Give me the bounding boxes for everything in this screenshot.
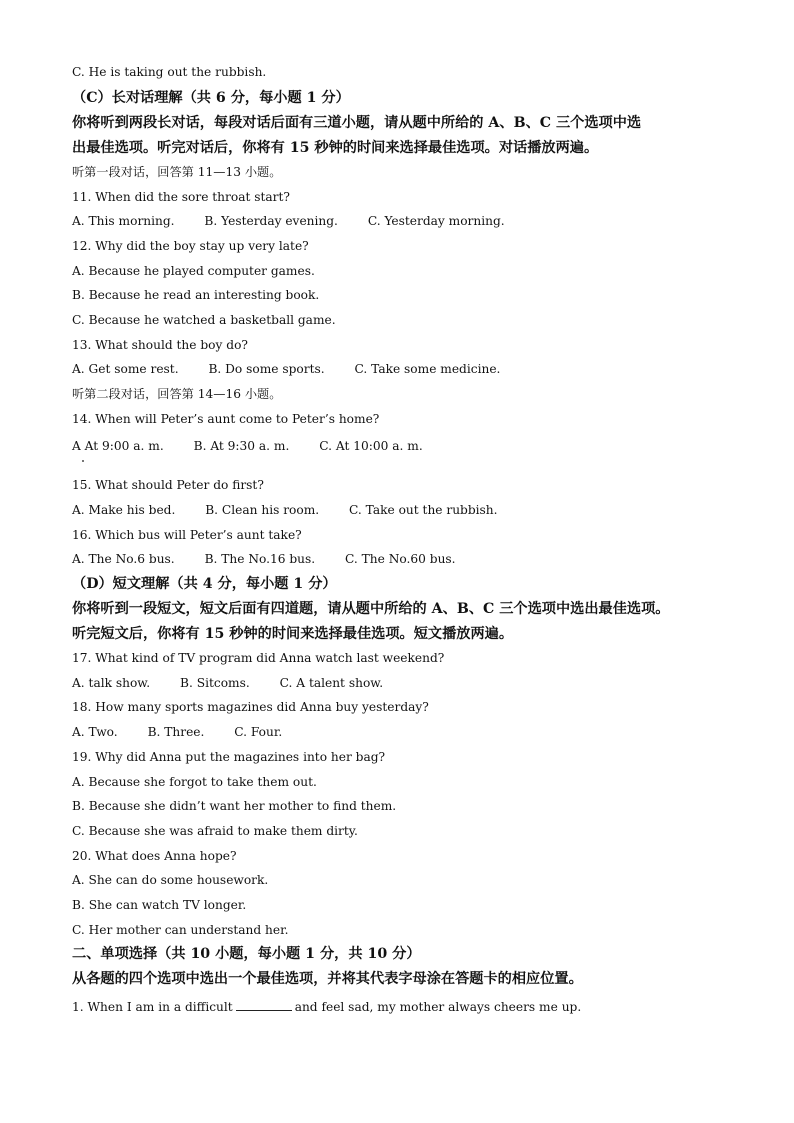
q14-option-a: A At 9:00 a. m. xyxy=(72,439,164,453)
question-16: 16. Which bus will Peter’s aunt take? xyxy=(72,528,302,542)
question-11: 11. When did the sore throat start? xyxy=(72,190,290,204)
q11-option-c: C. Yesterday morning. xyxy=(367,214,505,228)
q17-option-a: A. talk show. xyxy=(72,676,151,690)
part-2-heading: 二、单项选择（共 10 小题，每小题 1 分，共 10 分） xyxy=(72,946,421,962)
q12-option-a: A. Because he played computer games. xyxy=(72,264,315,278)
q20-option-b: B. She can watch TV longer. xyxy=(72,898,247,912)
question-18-options xyxy=(72,724,282,740)
q17-option-c: C. A talent show. xyxy=(279,676,384,690)
dialogue-1-prompt: 听第一段对话，回答第 11—13 小题。 xyxy=(72,165,282,179)
q12-option-c: C. Because he watched a basketball game. xyxy=(72,313,336,327)
question-19: 19. Why did Anna put the magazines into her bag? xyxy=(72,750,386,764)
q16-option-c: C. The No.60 bus. xyxy=(345,552,456,566)
q19-option-a: A. Because she forgot to take them out. xyxy=(72,775,317,789)
section-c-instructions-2: 出最佳选项。听完对话后，你将有 15 秒钟的时间来选择最佳选项。对话播放两遍。 xyxy=(72,140,599,156)
option-c-q10: C. He is taking out the rubbish. xyxy=(72,65,267,79)
stray-dot xyxy=(82,460,84,462)
q13-option-b: B. Do some sports. xyxy=(208,362,325,376)
q13-option-c: C. Take some medicine. xyxy=(354,362,501,376)
question-15: 15. What should Peter do first? xyxy=(72,478,264,492)
question-20: 20. What does Anna hope? xyxy=(72,849,237,863)
q20-option-c: C. Her mother can understand her. xyxy=(72,923,289,937)
section-d-heading: （D）短文理解（共 4 分，每小题 1 分） xyxy=(72,576,337,592)
section-d-instructions-1: 你将听到一段短文，短文后面有四道题，请从题中所给的 A、B、C 三个选项中选出最佳选项。 xyxy=(72,601,670,617)
q20-option-a: A. She can do some housework. xyxy=(72,873,269,887)
mc-question-1 xyxy=(72,999,581,1015)
q14-option-b: B. At 9:30 a. m. xyxy=(193,439,290,453)
q18-option-b: B. Three. xyxy=(147,725,205,739)
q14-option-c: C. At 10:00 a. m. xyxy=(319,439,423,453)
question-13-options xyxy=(72,361,500,377)
q15-option-c: C. Take out the rubbish. xyxy=(349,503,498,517)
question-11-options xyxy=(72,213,505,229)
q18-option-a: A. Two. xyxy=(72,725,118,739)
q17-option-b: B. Sitcoms. xyxy=(180,676,250,690)
section-c-instructions-1: 你将听到两段长对话，每段对话后面有三道小题，请从题中所给的 A、B、C 三个选项中选 xyxy=(72,115,642,131)
q15-option-b: B. Clean his room. xyxy=(205,503,320,517)
answer-blank xyxy=(236,1000,292,1011)
question-14-options xyxy=(72,438,423,454)
q15-option-a: A. Make his bed. xyxy=(72,503,176,517)
question-14: 14. When will Peter’s aunt come to Peter’s home? xyxy=(72,412,380,426)
dialogue-2-prompt: 听第二段对话，回答第 14—16 小题。 xyxy=(72,387,282,401)
question-16-options xyxy=(72,551,456,567)
question-17: 17. What kind of TV program did Anna watch last weekend? xyxy=(72,651,445,665)
section-c-heading: （C）长对话理解（共 6 分，每小题 1 分） xyxy=(72,90,350,106)
question-15-options xyxy=(72,502,498,518)
q19-option-c: C. Because she was afraid to make them dirty. xyxy=(72,824,358,838)
mc-question-1-text-b: and feel sad, my mother always cheers me up. xyxy=(294,1000,582,1014)
question-13: 13. What should the boy do? xyxy=(72,338,248,352)
q16-option-b: B. The No.16 bus. xyxy=(204,552,316,566)
q11-option-a: A. This morning. xyxy=(72,214,175,228)
question-17-options xyxy=(72,675,383,691)
question-18: 18. How many sports magazines did Anna buy yesterday? xyxy=(72,700,429,714)
q12-option-b: B. Because he read an interesting book. xyxy=(72,288,320,302)
question-12: 12. Why did the boy stay up very late? xyxy=(72,239,309,253)
q11-option-b: B. Yesterday evening. xyxy=(204,214,338,228)
q19-option-b: B. Because she didn’t want her mother to find them. xyxy=(72,799,397,813)
q16-option-a: A. The No.6 bus. xyxy=(72,552,175,566)
mc-question-1-text-a: 1. When I am in a difficult xyxy=(72,1000,233,1014)
part-2-instructions: 从各题的四个选项中选出一个最佳选项，并将其代表字母涂在答题卡的相应位置。 xyxy=(72,971,583,987)
q13-option-a: A. Get some rest. xyxy=(72,362,179,376)
section-d-instructions-2: 听完短文后，你将有 15 秒钟的时间来选择最佳选项。短文播放两遍。 xyxy=(72,626,514,642)
q18-option-c: C. Four. xyxy=(234,725,283,739)
